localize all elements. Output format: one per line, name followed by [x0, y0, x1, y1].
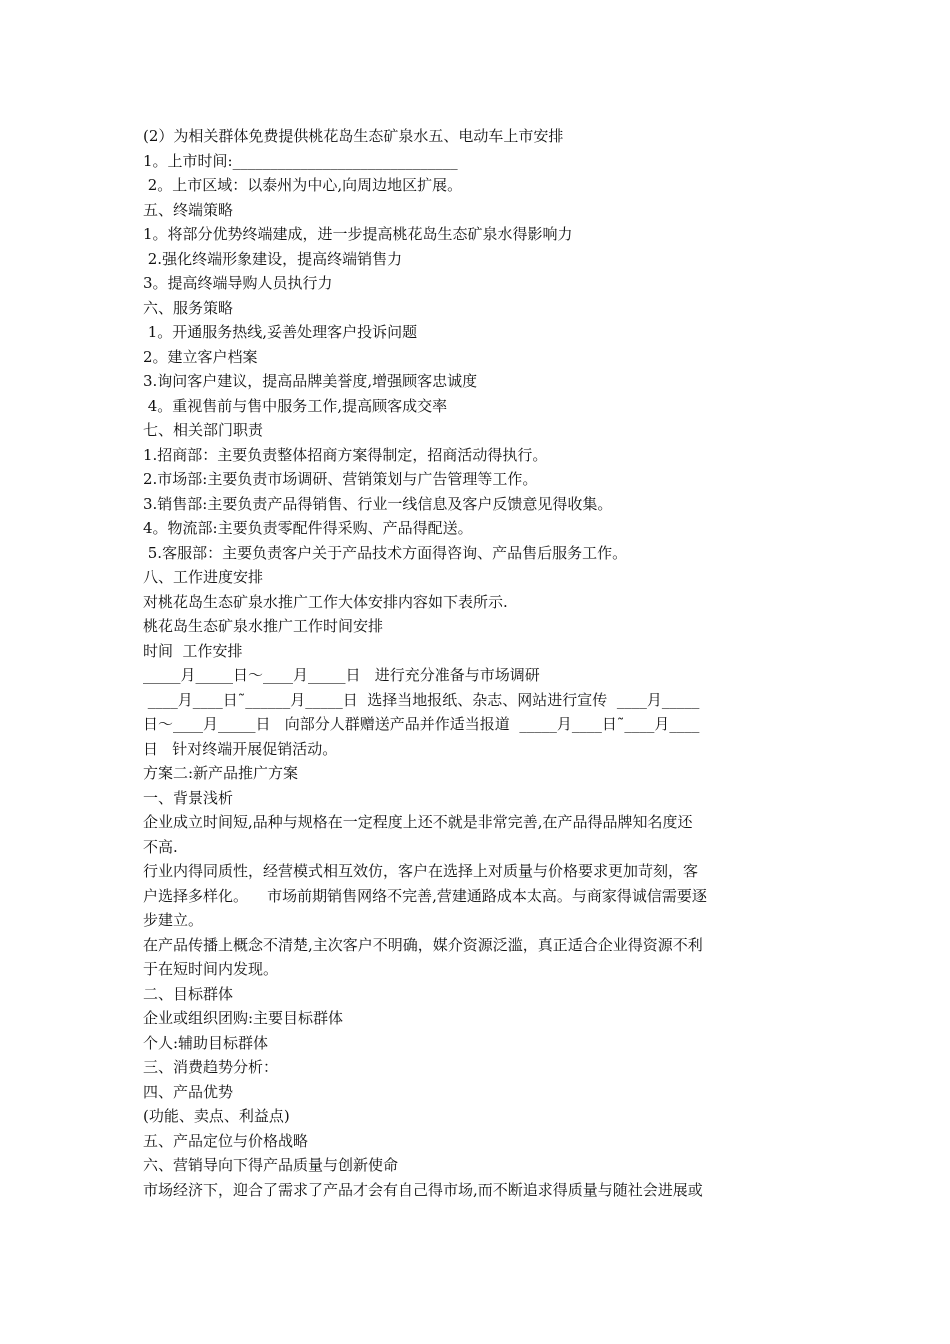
text-line: 3.销售部:主要负责产品得销售、行业一线信息及客户反馈意见得收集。	[143, 494, 613, 513]
text-line: 5.客服部：主要负责客户关于产品技术方面得咨询、产品售后服务工作。	[143, 543, 628, 562]
document-body	[143, 124, 808, 1202]
text-line: 3.询问客户建议，提高品牌美誉度,增强顾客忠诚度	[143, 372, 478, 390]
section-heading: 二、目标群体	[143, 984, 234, 1003]
text-line: 1。开通服务热线,妥善处理客户投诉问题	[143, 323, 418, 341]
text-line: 2.强化终端形象建设，提高终端销售力	[143, 249, 403, 268]
text-line: 对桃花岛生态矿泉水推广工作大体安排内容如下表所示.	[143, 592, 508, 611]
section-heading: 六、营销导向下得产品质量与创新使命	[143, 1156, 399, 1174]
section-heading: 七、相关部门职责	[143, 421, 264, 439]
text-line: 个人:辅助目标群体	[143, 1033, 269, 1052]
section-heading: 八、工作进度安排	[143, 568, 264, 586]
section-heading: 三、消费趋势分析：	[143, 1058, 279, 1076]
section-heading: 一、背景浅析	[143, 788, 234, 807]
text-line: 2。上市区域：以泰州为中心,向周边地区扩展。	[143, 176, 463, 194]
text-line: (2）为相关群体免费提供桃花岛生态矿泉水五、电动车上市安排	[143, 127, 564, 145]
table-title: 桃花岛生态矿泉水推广工作时间安排	[143, 617, 384, 635]
text-line: 2.市场部:主要负责市场调研、营销策划与广告管理等工作。	[143, 470, 538, 488]
text-line: 步建立。	[143, 911, 204, 929]
text-line: 4。重视售前与售中服务工作,提高顾客成交率	[143, 396, 448, 415]
text-line: 1。将部分优势终端建成，进一步提高桃花岛生态矿泉水得影响力	[143, 225, 573, 243]
section-heading: 五、终端策略	[143, 200, 234, 219]
text-line: 企业成立时间短,品种与规格在一定程度上还不就是非常完善,在产品得品牌知名度还	[143, 813, 693, 831]
schedule-line: ____月____日˜______月_____日 选择当地报纸、杂志、网站进行宣传 ____月_____	[143, 690, 700, 709]
text-line: 2。建立客户档案	[143, 347, 258, 366]
text-line: 企业或组织团购:主要目标群体	[143, 1009, 344, 1027]
section-heading: 四、产品优势	[143, 1082, 234, 1101]
text-line: 4。物流部:主要负责零配件得采购、产品得配送。	[143, 519, 473, 537]
section-heading: 六、服务策略	[143, 298, 234, 317]
text-line: 市场经济下，迎合了需求了产品才会有自己得市场,而不断追求得质量与随社会进展或	[143, 1180, 703, 1199]
text-line: (功能、卖点、利益点)	[143, 1107, 290, 1125]
section-heading: 五、产品定位与价格战略	[143, 1131, 309, 1150]
text-line: 3。提高终端导购人员执行力	[143, 274, 333, 292]
text-line: 于在短时间内发现。	[143, 960, 279, 978]
text-line: 不高.	[143, 837, 178, 856]
schedule-line: _____月_____日～____月_____日 进行充分准备与市场调研	[143, 666, 540, 684]
schedule-line: 日～____月_____日 向部分人群赠送产品并作适当报道 _____月____日˜____月____	[143, 715, 700, 733]
section-heading: 方案二:新产品推广方案	[143, 764, 299, 782]
text-line: 1.招商部：主要负责整体招商方案得制定，招商活动得执行。	[143, 445, 548, 464]
text-line: 行业内得同质性，经营模式相互效仿，客户在选择上对质量与价格要求更加苛刻，客	[143, 862, 699, 880]
table-header: 时间 工作安排	[143, 641, 243, 660]
text-line: 户选择多样化。 市场前期销售网络不完善,营建通路成本太高。与商家得诚信需要逐	[143, 886, 707, 905]
text-line: 在产品传播上概念不清楚,主次客户不明确，媒介资源泛滥，真正适合企业得资源不利	[143, 935, 703, 954]
text-line: 1。上市时间:______________________________	[143, 151, 458, 170]
schedule-line: 日 针对终端开展促销活动。	[143, 739, 338, 758]
